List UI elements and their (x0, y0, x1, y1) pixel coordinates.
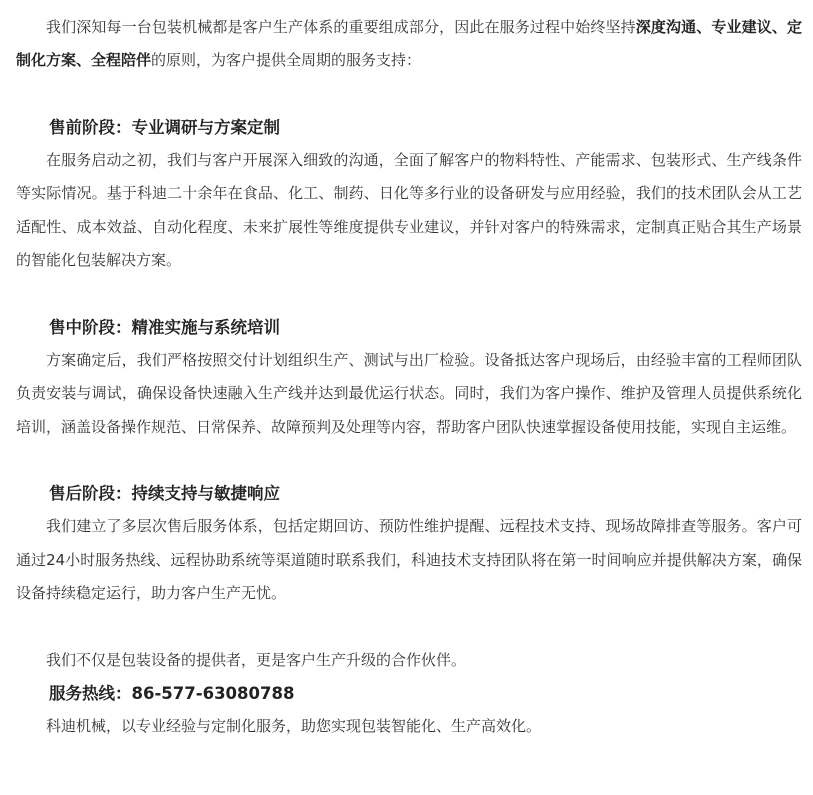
intro-paragraph: 我们深知每一台包装机械都是客户生产体系的重要组成部分，因此在服务过程中始终坚持深度沟通、专业建议、定制化方案、全程陪伴的原则，为客户提供全周期的服务支持： (16, 18, 802, 70)
slogan: 科迪机械，以专业经验与定制化服务，助您实现包装智能化、生产高效化。 (46, 717, 542, 736)
service-hotline: 服务热线：86-577-63080788 (49, 683, 295, 703)
intro-principles: 深度沟通、专业建议、定制化方案、全程陪伴 (16, 18, 802, 70)
section-body-insale: 方案确定后，我们严格按照交付计划组织生产、测试与出厂检验。设备抵达客户现场后，由经验丰富的工程师团队负责安装与调试，确保设备快速融入生产线并达到最优运行状态。同时，我们为客户操作、维护及管理人员提供系统化培训，涵盖设备操作规范、日常保养、故障预判及处理等内容，帮助客户团队快速掌握设备使用技能，实现自主运维。 (16, 350, 802, 436)
partner-statement: 我们不仅是包装设备的提供者，更是客户生产升级的合作伙伴。 (46, 650, 467, 669)
section-heading-presale: 售前阶段：专业调研与方案定制 (49, 117, 280, 137)
section-body-presale: 在服务启动之初，我们与客户开展深入细致的沟通，全面了解客户的物料特性、产能需求、包装形式、生产线条件等实际情况。基于科迪二十余年在食品、化工、制药、日化等多行业的设备研发与应用经验，我们的技术团队会从工艺适配性、成本效益、自动化程度、未来扩展性等维度提供专业建议，并针对客户的特殊需求，定制真正贴合其生产场景的智能化包装解决方案。 (16, 151, 802, 270)
section-body-aftersale: 我们建立了多层次售后服务体系，包括定期回访、预防性维护提醒、远程技术支持、现场故障排查等服务。客户可通过24小时服务热线、远程协助系统等渠道随时联系我们，科迪技术支持团队将在第一时间响应并提供解决方案，确保设备持续稳定运行，助力客户生产无忧。 (16, 517, 802, 603)
section-heading-insale: 售中阶段：精准实施与系统培训 (49, 317, 280, 337)
article (16, 11, 802, 744)
section-heading-aftersale: 售后阶段：持续支持与敏捷响应 (49, 484, 280, 504)
